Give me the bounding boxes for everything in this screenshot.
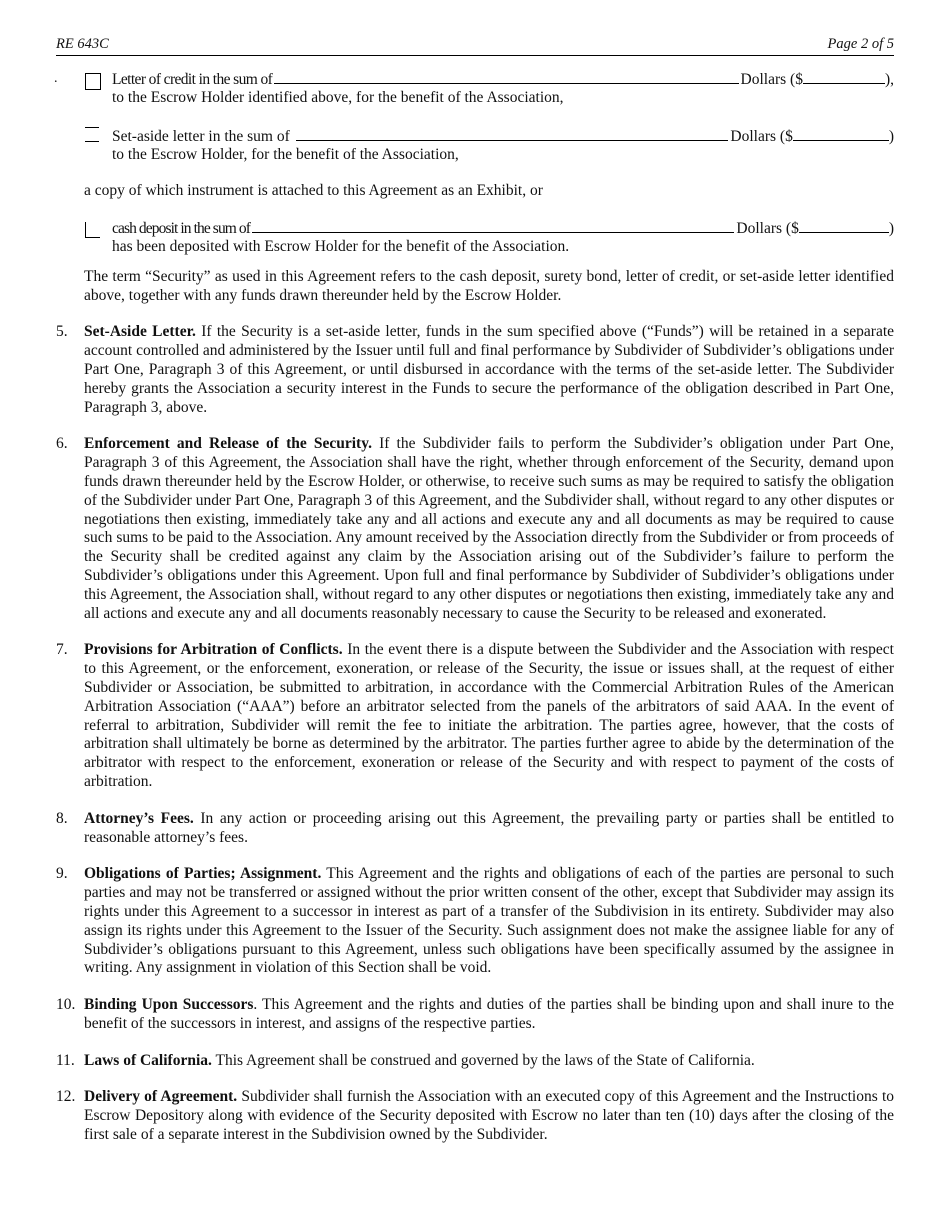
section-number: 10. — [56, 996, 76, 1014]
section-8 — [56, 810, 894, 848]
section-text: This Agreement shall be construed and governed by the laws of the State of California. — [211, 1051, 755, 1069]
form-id: RE 643C — [56, 36, 109, 52]
section-9 — [56, 865, 894, 978]
option-second-line: to the Escrow Holder, for the benefit of the Association, — [112, 146, 459, 163]
section-7 — [56, 641, 894, 791]
option-second-line: to the Escrow Holder identified above, for the benefit of the Association, — [112, 89, 564, 106]
section-number: 11. — [56, 1051, 75, 1069]
option-cash-deposit: cash deposit in the sum of Dollars ($ ) has been deposited with Escrow Holder for the benefit of the Association. — [84, 219, 894, 256]
section-text: In the event there is a dispute between the Subdivider and the Association with respect to this Agreement, or the enforcement, exoneration, or release of the Security, the issue or issues shall, at the request of either Subdivider or Association, be submitted to arbitration, in accordance with the Commercial Arbitration Rules of the American Arbitration Association (“AAA”) before an arbitrator selected from the panels of the arbitrators of said AAA. In the event of referral to arbitration, Subdivider will remit the fee to initiate the arbitration. The parties agree, however, that the costs of arbitration shall ultimately be borne as determined by the arbitrator. The parties further agree to abide by the determination of the arbitrator with respect to the enforcement, exoneration or release of the Security and with respect to payment of the costs of arbitration. — [84, 641, 894, 790]
section-title: Provisions for Arbitration of Conflicts. — [84, 641, 343, 659]
section-title: Delivery of Agreement. — [84, 1088, 238, 1106]
section-text: In any action or proceeding arising out this Agreement, the prevailing party or parties shall be entitled to reasonable attorney’s fees. — [84, 809, 894, 846]
amount-blank[interactable] — [252, 219, 734, 233]
option-second-line: has been deposited with Escrow Holder for the benefit of the Association. — [112, 237, 570, 255]
page-number: Page 2 of 5 — [827, 36, 894, 52]
section-11 — [56, 1052, 894, 1071]
section-title: Laws of California. — [84, 1051, 212, 1069]
section-title: Enforcement and Release of the Security. — [84, 435, 372, 453]
dollars-label: Dollars ($ — [740, 71, 803, 88]
section-number: 6. — [56, 435, 68, 453]
copy-attached-line: a copy of which instrument is attached to this Agreement as an Exhibit, or — [84, 182, 543, 199]
section-title: Binding Upon Successors — [84, 996, 254, 1014]
section-5 — [56, 323, 894, 417]
security-definition: The term “Security” as used in this Agreement refers to the cash deposit, surety bond, letter of credit, or set-aside letter identified above, together with any funds drawn thereunder held by the Escrow Holder. — [84, 267, 894, 304]
dollars-label: Dollars ($ — [730, 128, 793, 145]
option-lead: Letter of credit in the sum of — [112, 71, 273, 88]
section-12 — [56, 1088, 894, 1144]
page-header — [56, 36, 894, 56]
option-letter-of-credit: . Letter of credit in the sum of Dollars ($ ), to the Escrow Holder identified above, for the benefit of the Association, — [54, 71, 894, 106]
cash-deposit-checkbox[interactable] — [85, 222, 100, 238]
section-text: This Agreement and the rights and obligations of each of the parties are personal to such parties and may not be transferred or assigned without the prior written consent of the other, except that Subdivider may assign its rights under this Agreement to a successor in interest as part of a transfer of the Subdivision in its entirety. Subdivider may also assign its rights under this Agreement to the Issuer of the Security. Such assignment does not make the assignee liable for any of Subdivider’s obligations pursuant to this Agreement, unless such obligations have been specifically assumed by the assignee in writing. Any assignment in violation of this Section shall be void. — [84, 865, 894, 977]
amount-blank[interactable] — [296, 127, 729, 141]
section-text: If the Subdivider fails to perform the Subdivider’s obligation under Part One, Paragraph 3 of this Agreement, the Association shall have the right, whether through enforcement of the Security, demand upon funds drawn thereunder held by the Escrow Holder, or otherwise, to receive such sums as may be required to satisfy the obligation of the Subdivider under Part One, Paragraph 3 of this Agreement, and the Subdivider shall, without regard to any other disputes or negotiations then existing, immediately take any and all actions and execute any and all documents as may be required to cause such sums to be paid to the Association. Any amount received by the Association directly from the Subdivider or from proceeds of the Security shall be credited against any claim by the Association arising out of the Subdivider’s failure to perform the Subdivider’s obligations under this Agreement. Upon full and final performance by Subdivider of Subdivider’s obligations under this Agreement, the Association shall, without regard to any other disputes or negotiations then existing, immediately take any and all actions and execute any and all documents reasonably necessary to cause the Security to be released and exonerated. — [84, 435, 894, 622]
section-number: 8. — [56, 809, 68, 827]
option-lead: Set-aside letter in the sum of — [112, 128, 290, 145]
section-text: Subdivider shall furnish the Association with an executed copy of this Agreement and the Instructions to Escrow Depository along with evidence of the Security deposited with Escrow no later than ten (10) days after the closing of the first sale of a separate interest in the Subdivision owned by the Subdivider. — [84, 1088, 895, 1144]
section-10 — [56, 996, 894, 1034]
section-number: 7. — [56, 641, 68, 659]
section-title: Attorney’s Fees. — [84, 809, 194, 827]
letter-of-credit-checkbox[interactable] — [85, 73, 101, 90]
option-set-aside-letter: Set-aside letter in the sum of Dollars ($ ) to the Escrow Holder, for the benefit of the Association, — [84, 127, 894, 164]
section-text: . This Agreement and the rights and duties of the parties shall be binding upon and shall inure to the benefit of the successors in interest, and assigns of the respective parties. — [84, 996, 894, 1032]
dollars-blank[interactable] — [803, 70, 885, 84]
set-aside-letter-checkbox[interactable] — [85, 127, 99, 142]
amount-blank[interactable] — [274, 70, 738, 84]
section-number: 5. — [56, 323, 68, 341]
section-title: Set-Aside Letter. — [84, 323, 196, 341]
section-6 — [56, 435, 894, 623]
option-lead: cash deposit in the sum of — [112, 219, 251, 237]
dollars-blank[interactable] — [793, 127, 889, 141]
dollars-label: Dollars ($ — [736, 219, 799, 237]
section-number: 12. — [56, 1088, 76, 1106]
section-text: If the Security is a set-aside letter, funds in the sum specified above (“Funds”) will be retained in a separate account controlled and administered by the Issuer until full and final performance by Subdivider of Subdivider’s obligations under Part One, Paragraph 3 of this Agreement, or until disbursed in accordance with the terms of the set-aside letter. The Subdivider hereby grants the Association a security interest in the Funds to secure the performance of the obligation described in Part One, Paragraph 3, above. — [84, 323, 895, 416]
section-title: Obligations of Parties; Assignment. — [84, 865, 322, 883]
section-number: 9. — [56, 865, 68, 883]
dollars-blank[interactable] — [799, 219, 889, 233]
